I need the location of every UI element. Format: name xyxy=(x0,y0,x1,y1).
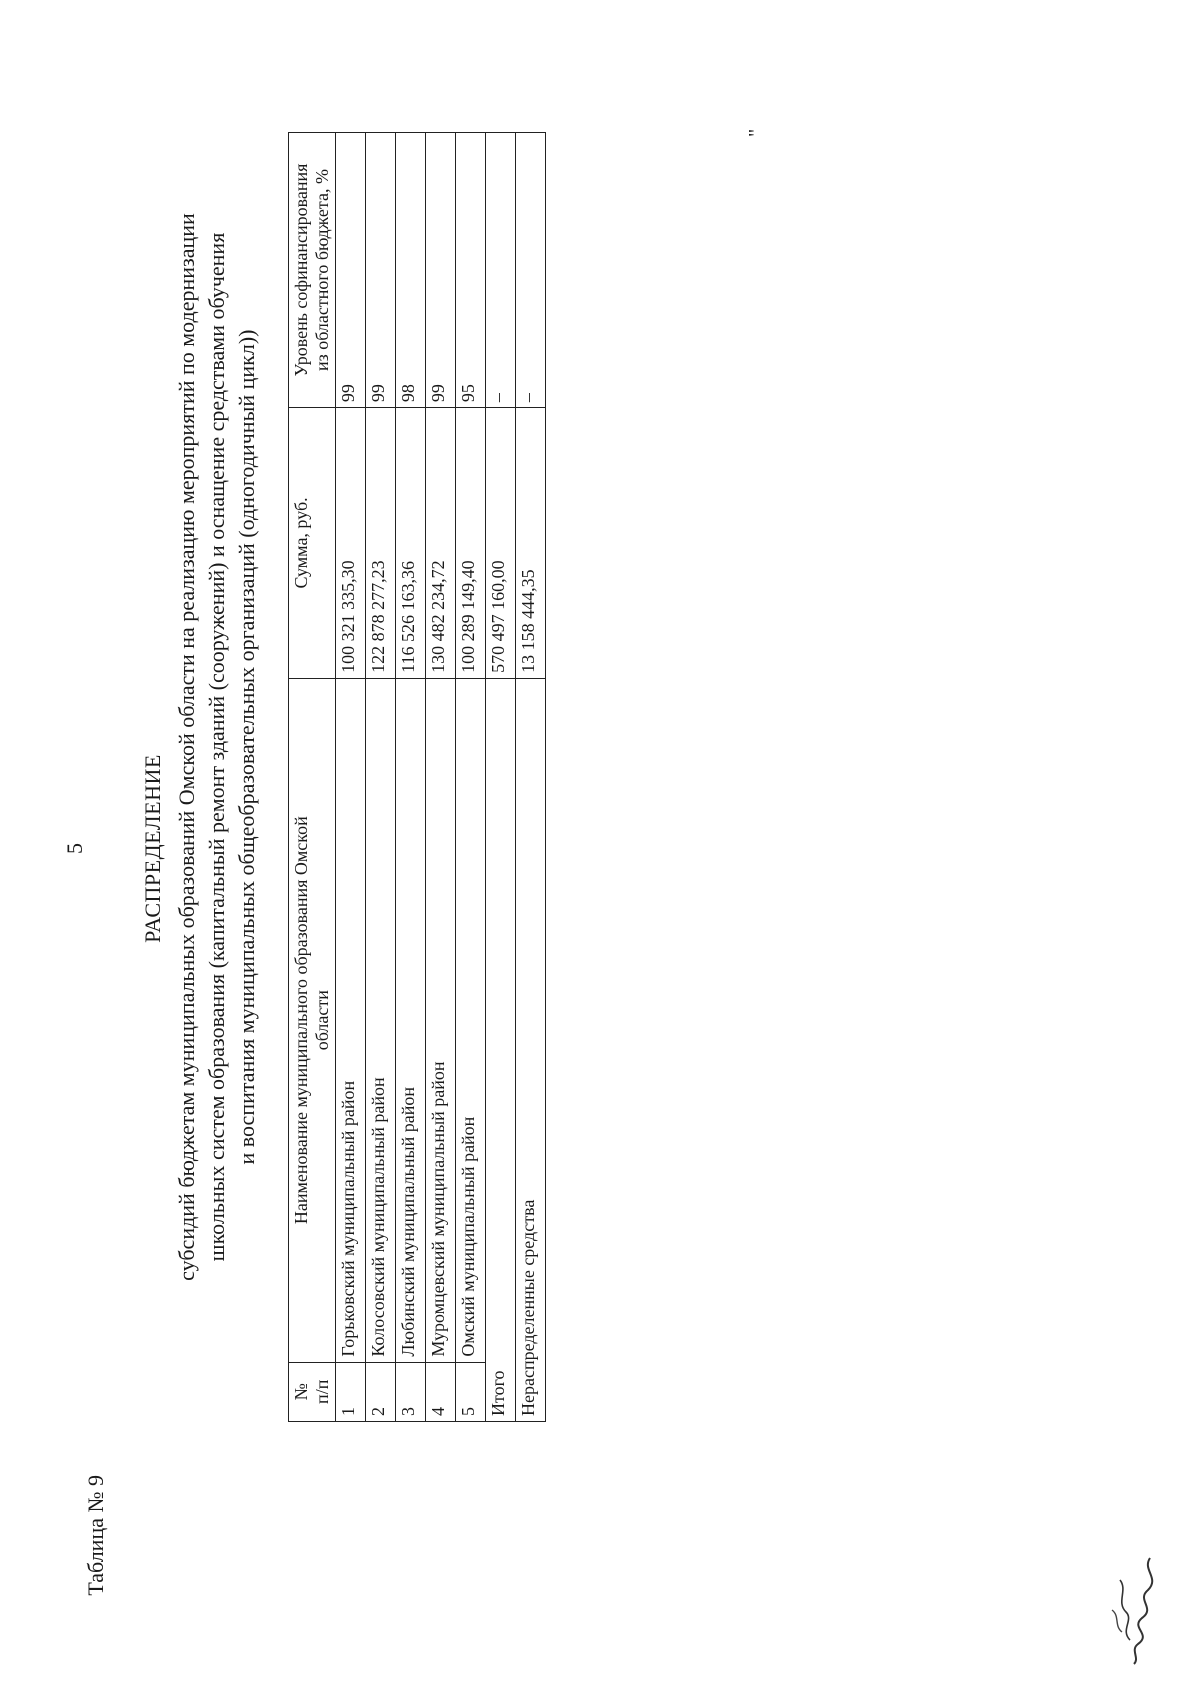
cell-name: Любинский муниципальный район xyxy=(396,678,426,1362)
cell-no: 3 xyxy=(396,1362,426,1421)
cell-sum: 122 878 277,23 xyxy=(366,408,396,679)
cell-level: 99 xyxy=(336,133,366,408)
page-number: 5 xyxy=(62,843,87,854)
header-no xyxy=(289,1362,336,1421)
header-level-line2: из областного бюджета, % xyxy=(312,169,332,372)
cell-level: 98 xyxy=(396,133,426,408)
header-name-line1: Наименование муниципального образования Омской xyxy=(291,816,311,1225)
cell-name: Муромцевский муниципальный район xyxy=(426,678,456,1362)
table-row xyxy=(336,133,366,1422)
cell-no: 1 xyxy=(336,1362,366,1421)
header-name-line2: области xyxy=(312,990,332,1051)
subtitle-line: школьных систем образования (капитальный ремонт зданий (сооружений) и оснащение средствами обучения xyxy=(204,232,229,1262)
cell-name: Омский муниципальный район xyxy=(456,678,486,1362)
table-unallocated-row xyxy=(516,133,546,1422)
cell-no: 5 xyxy=(456,1362,486,1421)
cell-unallocated-label: Нераспределенные средства xyxy=(516,678,546,1421)
table-row xyxy=(456,133,486,1422)
cell-sum: 130 482 234,72 xyxy=(426,408,456,679)
table-total-row xyxy=(486,133,516,1422)
cell-level: 99 xyxy=(426,133,456,408)
cell-no: 2 xyxy=(366,1362,396,1421)
cell-sum: 100 289 149,40 xyxy=(456,408,486,679)
table-row xyxy=(396,133,426,1422)
table-row xyxy=(366,133,396,1422)
cell-sum: 116 526 163,36 xyxy=(396,408,426,679)
header-level-line1: Уровень софинансирования xyxy=(291,163,311,377)
document-subtitle xyxy=(172,137,262,1357)
cell-name: Колосовский муниципальный район xyxy=(366,678,396,1362)
subtitle-line: субсидий бюджетам муниципальных образований Омской области на реализацию мероприятий по модернизации xyxy=(174,213,199,1281)
table-row xyxy=(426,133,456,1422)
header-sum: Сумма, руб. xyxy=(289,408,336,679)
cell-name: Горьковский муниципальный район xyxy=(336,678,366,1362)
document-heading: РАСПРЕДЕЛЕНИЕ xyxy=(140,754,165,943)
header-no-line2: п/п xyxy=(312,1379,332,1404)
signature-mark xyxy=(1090,1550,1170,1670)
closing-quote: " xyxy=(745,128,767,137)
header-level xyxy=(289,133,336,408)
cell-no: 4 xyxy=(426,1362,456,1421)
cell-sum: 100 321 335,30 xyxy=(336,408,366,679)
table-label: Таблица № 9 xyxy=(83,1475,108,1596)
cell-level: 95 xyxy=(456,133,486,408)
cell-total-label: Итого xyxy=(486,678,516,1421)
cell-unallocated-sum: 13 158 444,35 xyxy=(516,408,546,679)
cell-unallocated-level: – xyxy=(516,133,546,408)
cell-total-sum: 570 497 160,00 xyxy=(486,408,516,679)
subtitle-line: и воспитания муниципальных общеобразовательных организаций (одногодичный цикл)) xyxy=(234,329,259,1165)
cell-level: 99 xyxy=(366,133,396,408)
cell-total-level: – xyxy=(486,133,516,408)
table-header-row xyxy=(289,133,336,1422)
distribution-table xyxy=(288,132,546,1422)
header-name xyxy=(289,678,336,1362)
header-no-line1: № xyxy=(291,1383,311,1401)
